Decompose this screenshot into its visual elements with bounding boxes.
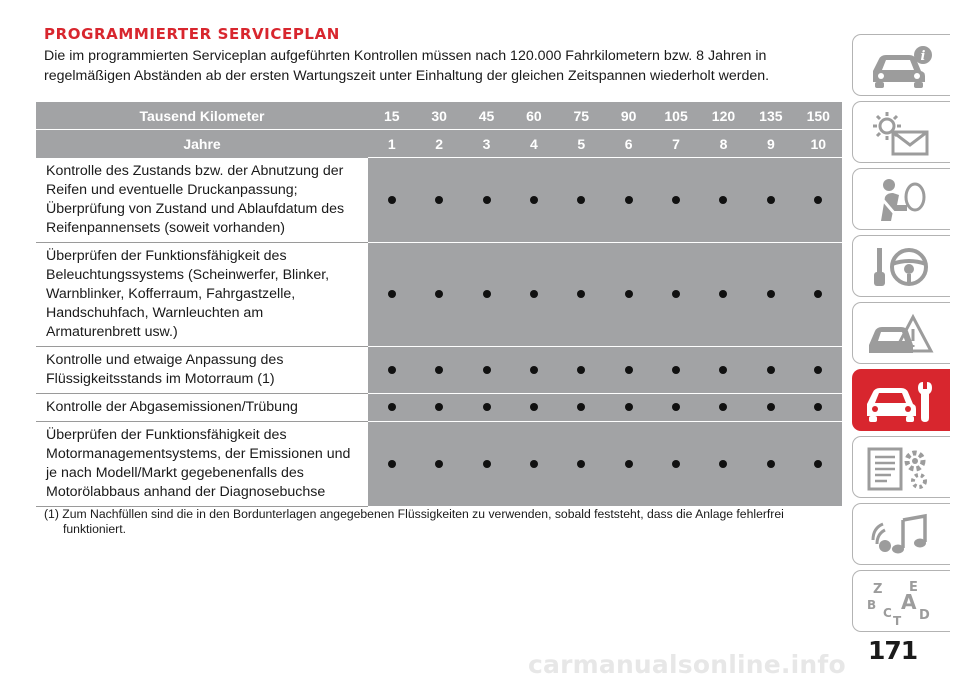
- interval-cell: [463, 158, 510, 243]
- interval-cell: [558, 421, 605, 506]
- scheduled-check-dot: [719, 196, 727, 204]
- year-value: 1: [368, 130, 415, 158]
- scheduled-check-dot: [388, 403, 396, 411]
- scheduled-check-dot: [625, 290, 633, 298]
- scheduled-check-dot: [767, 366, 775, 374]
- interval-cell: [510, 393, 557, 421]
- scheduled-check-dot: [483, 290, 491, 298]
- interval-cell: [368, 242, 415, 346]
- km-value: 60: [510, 102, 557, 130]
- safety-airbag-icon: [863, 175, 937, 225]
- scheduled-check-dot: [435, 196, 443, 204]
- interval-cell: [368, 346, 415, 393]
- scheduled-check-dot: [625, 460, 633, 468]
- interval-cell: [605, 393, 652, 421]
- service-row: [36, 421, 842, 506]
- service-row-label: Überprüfen der Funktionsfähigkeit des Motormanagementsystems, der Emissionen und je nach Modell/Markt gegebenenfalls des Motorölabbaus anhand der Diagnosebuchse: [36, 421, 368, 506]
- scheduled-check-dot: [719, 366, 727, 374]
- page-title: PROGRAMMIERTER SERVICEPLAN: [44, 25, 340, 43]
- scheduled-check-dot: [435, 366, 443, 374]
- interval-cell: [605, 242, 652, 346]
- index-letter: C: [883, 606, 892, 620]
- technical-data-icon: [863, 443, 937, 493]
- year-value: 4: [510, 130, 557, 158]
- scheduled-check-dot: [388, 196, 396, 204]
- chapter-tab-technical-data[interactable]: [852, 436, 950, 498]
- interval-cell: [558, 242, 605, 346]
- km-value: 150: [795, 102, 842, 130]
- warning-lights-icon: [863, 108, 937, 158]
- service-plan-table: [36, 102, 842, 507]
- breakdown-icon: [863, 309, 937, 359]
- service-row-label: Überprüfen der Funktionsfähigkeit des Beleuchtungssystems (Scheinwerfer, Blinker, Warnblinker, Kofferraum, Fahrgastzelle, Handschuhfach, Warnleuchten am Armaturenbrett usw.): [36, 242, 368, 346]
- years-header-row: [36, 130, 842, 158]
- scheduled-check-dot: [435, 403, 443, 411]
- km-value: 90: [605, 102, 652, 130]
- scheduled-check-dot: [625, 366, 633, 374]
- km-value: 75: [558, 102, 605, 130]
- km-value: 105: [652, 102, 699, 130]
- scheduled-check-dot: [767, 196, 775, 204]
- interval-cell: [415, 242, 462, 346]
- interval-cell: [795, 421, 842, 506]
- interval-cell: [605, 421, 652, 506]
- interval-cell: [747, 346, 794, 393]
- index-letter: T: [893, 614, 902, 627]
- scheduled-check-dot: [388, 290, 396, 298]
- interval-cell: [415, 393, 462, 421]
- scheduled-check-dot: [577, 290, 585, 298]
- service-row: [36, 158, 842, 243]
- chapter-tab-starting[interactable]: [852, 235, 950, 297]
- interval-cell: [795, 242, 842, 346]
- interval-cell: [700, 242, 747, 346]
- scheduled-check-dot: [577, 460, 585, 468]
- interval-cell: [747, 242, 794, 346]
- interval-cell: [463, 242, 510, 346]
- scheduled-check-dot: [719, 403, 727, 411]
- year-value: 9: [747, 130, 794, 158]
- index-letter: E: [909, 580, 918, 595]
- year-value: 8: [700, 130, 747, 158]
- year-value: 10: [795, 130, 842, 158]
- index-letters-icon: [863, 577, 937, 627]
- interval-cell: [510, 242, 557, 346]
- scheduled-check-dot: [625, 403, 633, 411]
- km-header-row: [36, 102, 842, 130]
- scheduled-check-dot: [814, 460, 822, 468]
- chapter-tab-safety[interactable]: [852, 168, 950, 230]
- scheduled-check-dot: [435, 290, 443, 298]
- interval-cell: [558, 393, 605, 421]
- interval-cell: [700, 393, 747, 421]
- scheduled-check-dot: [435, 460, 443, 468]
- interval-cell: [652, 158, 699, 243]
- scheduled-check-dot: [672, 366, 680, 374]
- scheduled-check-dot: [719, 460, 727, 468]
- scheduled-check-dot: [767, 290, 775, 298]
- interval-cell: [558, 158, 605, 243]
- km-value: 135: [747, 102, 794, 130]
- interval-cell: [415, 158, 462, 243]
- interval-cell: [605, 346, 652, 393]
- footnote: (1) Zum Nachfüllen sind die in den Bordunterlagen angegebenen Flüssigkeiten zu verwenden, sobald feststeht, dass die Anlage fehlerfrei funktioniert.: [44, 507, 784, 536]
- car-wrench-icon: [863, 376, 937, 426]
- interval-cell: [795, 346, 842, 393]
- scheduled-check-dot: [672, 403, 680, 411]
- interval-cell: [747, 393, 794, 421]
- scheduled-check-dot: [672, 196, 680, 204]
- scheduled-check-dot: [625, 196, 633, 204]
- chapter-tab-index[interactable]: [852, 570, 950, 632]
- watermark: carmanualsonline.info: [528, 650, 846, 679]
- scheduled-check-dot: [483, 196, 491, 204]
- interval-cell: [795, 393, 842, 421]
- scheduled-check-dot: [388, 366, 396, 374]
- service-row: [36, 346, 842, 393]
- year-value: 7: [652, 130, 699, 158]
- interval-cell: [747, 421, 794, 506]
- scheduled-check-dot: [530, 196, 538, 204]
- intro-text: Die im programmierten Serviceplan aufgeführten Kontrollen müssen nach 120.000 Fahrkilometern bzw. 8 Jahren in regelmäßigen Abständen ab der ersten Wartungszeit unter Einhaltung der gleichen Zeitspannen wiederholt werden.: [44, 48, 770, 84]
- scheduled-check-dot: [719, 290, 727, 298]
- interval-cell: [463, 346, 510, 393]
- km-value: 30: [415, 102, 462, 130]
- interval-cell: [652, 393, 699, 421]
- interval-cell: [463, 393, 510, 421]
- interval-cell: [700, 421, 747, 506]
- scheduled-check-dot: [530, 290, 538, 298]
- service-row-label: Kontrolle des Zustands bzw. der Abnutzung der Reifen und eventuelle Druckanpassung; Überprüfung von Zustand und Ablaufdatum des Reifenpannensets (soweit vorhanden): [36, 158, 368, 243]
- interval-cell: [700, 346, 747, 393]
- index-letter: A: [901, 590, 917, 614]
- interval-cell: [747, 158, 794, 243]
- scheduled-check-dot: [483, 460, 491, 468]
- car-info-icon: [863, 41, 937, 91]
- years-header-label: Jahre: [36, 130, 368, 158]
- scheduled-check-dot: [483, 403, 491, 411]
- interval-cell: [368, 393, 415, 421]
- interval-cell: [510, 158, 557, 243]
- scheduled-check-dot: [530, 460, 538, 468]
- multimedia-icon: [863, 510, 937, 560]
- svg-text:i: i: [920, 49, 926, 64]
- interval-cell: [795, 158, 842, 243]
- scheduled-check-dot: [530, 366, 538, 374]
- index-letter: B: [867, 598, 877, 612]
- scheduled-check-dot: [483, 366, 491, 374]
- interval-cell: [652, 421, 699, 506]
- chapter-tab-maintenance[interactable]: [852, 369, 950, 431]
- service-row-label: Kontrolle der Abgasemissionen/Trübung: [36, 393, 368, 421]
- chapter-tab-emergency[interactable]: [852, 302, 950, 364]
- year-value: 6: [605, 130, 652, 158]
- scheduled-check-dot: [388, 460, 396, 468]
- km-header-label: Tausend Kilometer: [36, 102, 368, 130]
- service-row: [36, 242, 842, 346]
- scheduled-check-dot: [814, 366, 822, 374]
- year-value: 5: [558, 130, 605, 158]
- year-value: 3: [463, 130, 510, 158]
- index-letter: D: [919, 608, 930, 623]
- interval-cell: [463, 421, 510, 506]
- service-row: [36, 393, 842, 421]
- interval-cell: [368, 158, 415, 243]
- scheduled-check-dot: [577, 196, 585, 204]
- scheduled-check-dot: [672, 290, 680, 298]
- km-value: 120: [700, 102, 747, 130]
- scheduled-check-dot: [814, 403, 822, 411]
- steering-key-icon: [863, 242, 937, 292]
- km-value: 45: [463, 102, 510, 130]
- interval-cell: [558, 346, 605, 393]
- scheduled-check-dot: [672, 460, 680, 468]
- interval-cell: [700, 158, 747, 243]
- scheduled-check-dot: [530, 403, 538, 411]
- scheduled-check-dot: [767, 460, 775, 468]
- chapter-tab-multimedia[interactable]: [852, 503, 950, 565]
- service-row-label: Kontrolle und etwaige Anpassung des Flüssigkeitsstands im Motorraum (1): [36, 346, 368, 393]
- interval-cell: [415, 421, 462, 506]
- chapter-tab-dashboard[interactable]: [852, 34, 950, 96]
- km-value: 15: [368, 102, 415, 130]
- index-letter: Z: [873, 582, 883, 597]
- scheduled-check-dot: [814, 290, 822, 298]
- interval-cell: [510, 421, 557, 506]
- interval-cell: [652, 346, 699, 393]
- interval-cell: [368, 421, 415, 506]
- chapter-tab-warnings[interactable]: [852, 101, 950, 163]
- service-rows: [36, 158, 842, 507]
- page-number: 171: [868, 636, 918, 665]
- interval-cell: [605, 158, 652, 243]
- scheduled-check-dot: [767, 403, 775, 411]
- interval-cell: [415, 346, 462, 393]
- interval-cell: [510, 346, 557, 393]
- scheduled-check-dot: [814, 196, 822, 204]
- interval-cell: [652, 242, 699, 346]
- scheduled-check-dot: [577, 403, 585, 411]
- scheduled-check-dot: [577, 366, 585, 374]
- year-value: 2: [415, 130, 462, 158]
